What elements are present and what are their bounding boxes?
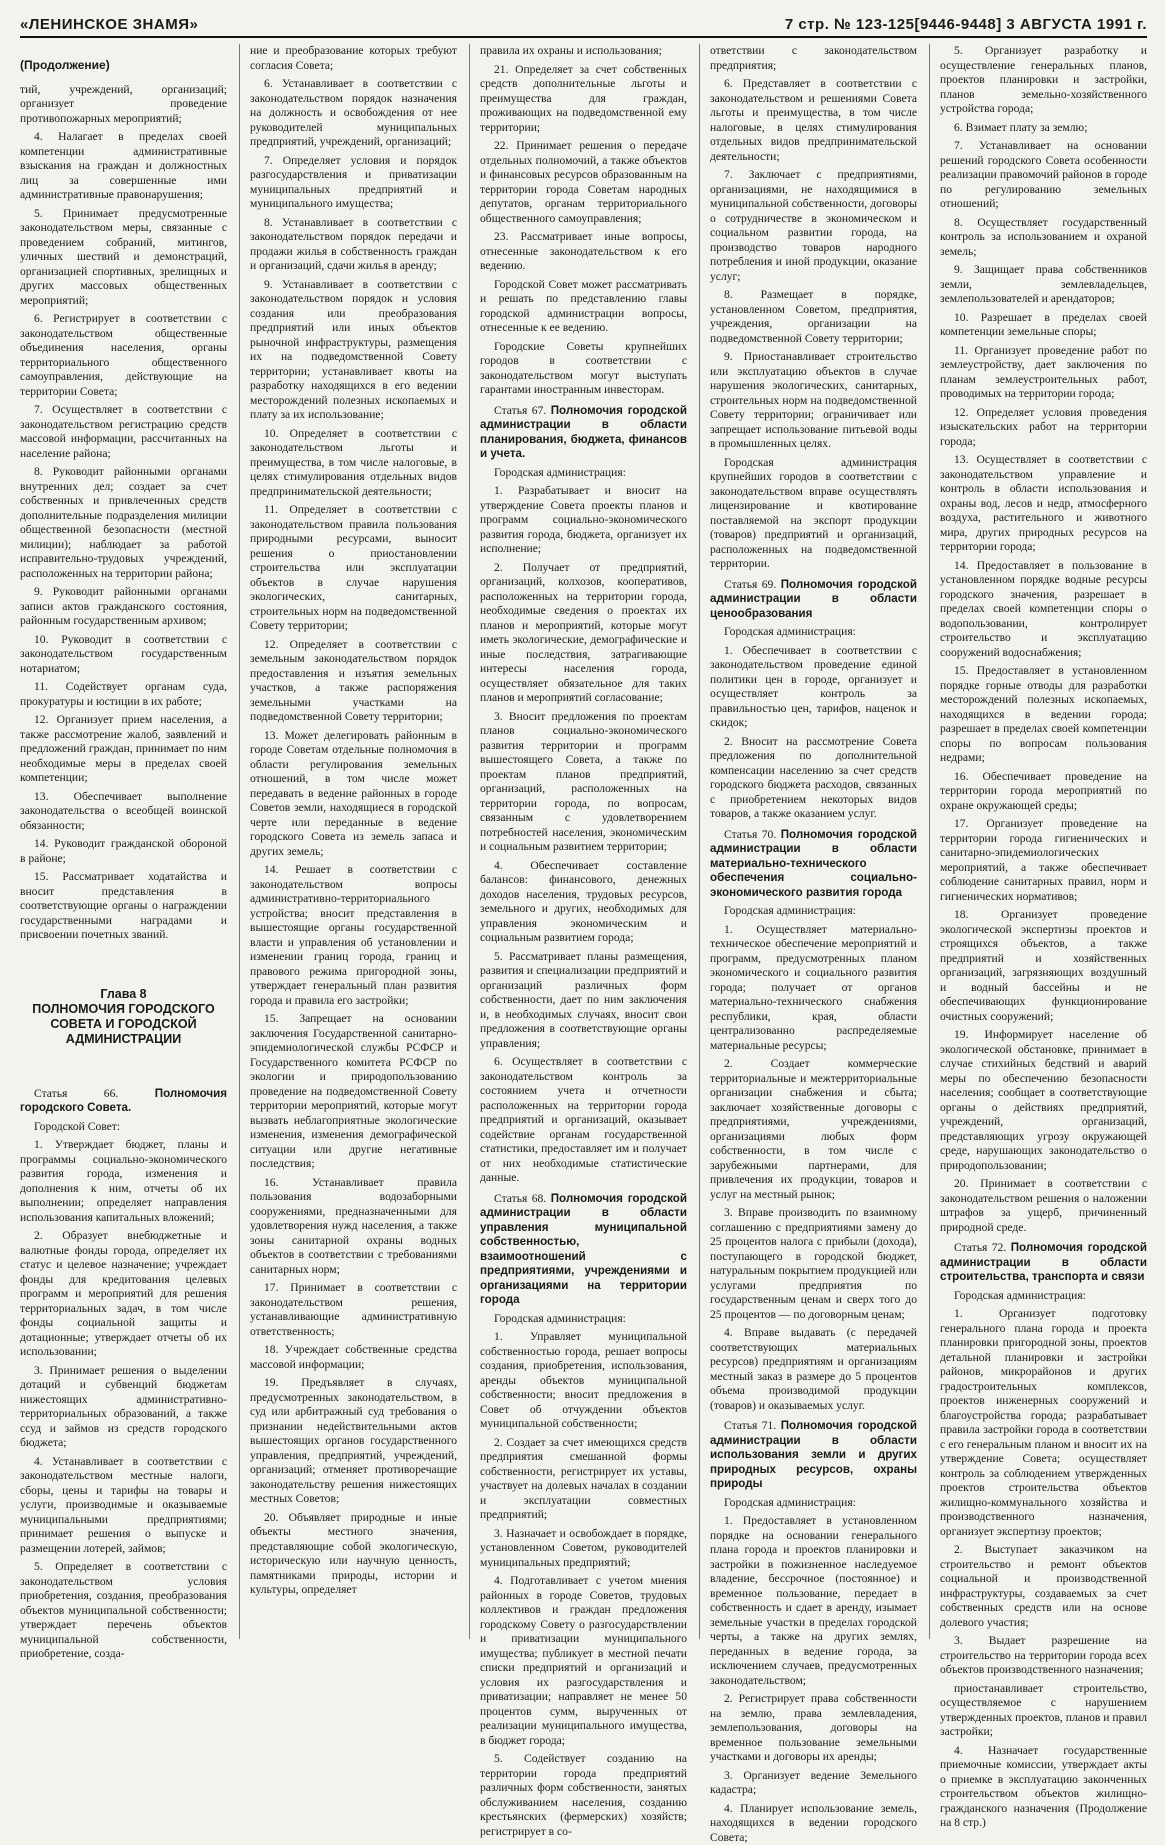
article-67-heading <box>480 404 687 462</box>
chapter-number: Глава 8 <box>20 987 227 1002</box>
paragraph: 3. Организует ведение Земельного кадастра; <box>710 1769 917 1798</box>
newspaper-name: «ЛЕНИНСКОЕ ЗНАМЯ» <box>20 16 198 33</box>
column-5 <box>929 44 1147 1639</box>
paragraph: 2. Создает коммерческие территориальные и межтерриториальные организации снабжения и сбыта; заключает хозяйственные договоры с предприятиями, учреждениями, организациями любых форм собственности, в том числе с зарубежными партнерами, для привлечения их продукции, товаров и услуг на местный рынок; <box>710 1057 917 1202</box>
article-label: Статья 66. <box>34 1087 118 1100</box>
paragraph: 5. Рассматривает планы размещения, развития и специализации предприятий и организаций различных форм собственности, дает по ним заключения и, в необходимых случаях, вносит свои предложения в соответствующие органы управления; <box>480 950 687 1052</box>
paragraph: 19. Предъявляет в случаях, предусмотренных законодательством, в суд или арбитражный суд требования о признании недействительными актов вышестоящих органов государственного управления, предприятий, учреждений, организаций; отменяет противоречащие законодательству решения нижестоящих местных Советов; <box>250 1376 457 1507</box>
paragraph: 21. Определяет за счет собственных средств дополнительные льготы и преимущества для граждан, проживающих на подведомственной ему территории; <box>480 63 687 136</box>
paragraph: 7. Заключает с предприятиями, организациями, не находящимися в муниципальной собственности, договоры о сотрудничестве в экономическом и социальном развитии города, на производство товаров народного потребления и иной продукции, оказание услуг; <box>710 168 917 284</box>
paragraph: 23. Рассматривает иные вопросы, отнесенные законодательством к его ведению. <box>480 230 687 274</box>
paragraph: 5. Содействует созданию на территории города предприятий различных форм собственности, занятых обслуживанием населения, созданию крестьянских (фермерских) хозяйств; регистрирует в со- <box>480 1752 687 1839</box>
paragraph: 6. Регистрирует в соответствии с законодательством общественные объединения населения, органы территориального общественного самоуправления, действующие на территории Совета; <box>20 312 227 399</box>
paragraph: 3. Вносит предложения по проектам планов социально-экономического развития территории и программ вышестоящего Совета, а также по проектам планов предприятий, организаций, расположенных на территории города, по вопросам, связанным с удовлетворением потребностей населения, экономическим и социальным развитием территории; <box>480 710 687 855</box>
article-title: Полномочия городской администрации в области материально-технического обеспечения социально-экономического развития города <box>710 828 917 899</box>
chapter-title: ПОЛНОМОЧИЯ ГОРОДСКОГО СОВЕТА И ГОРОДСКОЙ АДМИНИСТРАЦИИ <box>20 1002 227 1047</box>
paragraph: 1. Разрабатывает и вносит на утверждение Совета проекты планов и программ социально-экономического развития города, бюджета, организует их исполнение; <box>480 484 687 557</box>
article-title: Полномочия городской администрации в области управления муниципальной собственностью, взаимоотношений с предприятиями, учреждениями и организациями на территории города <box>480 1192 687 1307</box>
paragraph: 16. Устанавливает правила пользования водозаборными сооружениями, предназначенными для удовлетворения нужд населения, а также зоны санитарной охраны водных объектов в соответствии с требованиями санитарных норм; <box>250 1176 457 1278</box>
paragraph: 4. Подготавливает с учетом мнения районных в городе Советов, трудовых коллективов и граждан предложения городскому Совету о разгосударствлении и приватизации муниципального имущества; публикует в местной печати списки предприятий и организаций и условия их разгосударствления и приватизации; направляет не менее 50 процентов сумм, вырученных от реализации муниципального имущества, в бюджет города; <box>480 1574 687 1748</box>
article-label: Статья 68. <box>494 1192 546 1205</box>
paragraph: 13. Осуществляет в соответствии с законодательством управление и контроль в области использования и охраны вод, лесов и недр, атмосферного воздуха, растительного и животного мира, других природных ресурсов на территории города; <box>940 453 1147 555</box>
paragraph: 13. Может делегировать районным в городе Советам отдельные полномочия в области регулирования земельных отношений, в том числе может передавать в ведение районных в городе Советов земли, находящиеся в городской черте или переданные в ведение городского Совета из земель запаса и других земель; <box>250 729 457 860</box>
paragraph: 4. Вправе выдавать (с передачей соответствующих материальных ресурсов) предприятиям и организациям местный заказ в размере до 5 процентов объема производимой продукции (товаров) и оказываемых услуг. <box>710 1326 917 1413</box>
paragraph: 2. Регистрирует права собственности на землю, права землевладения, землепользования, договоры на временное пользование земельными участками и договоры их аренды; <box>710 1692 917 1765</box>
paragraph: 20. Объявляет природные и иные объекты местного значения, представляющие собой экологическую, историческую или научную ценность, памятниками природы, истории и культуры, определяет <box>250 1511 457 1598</box>
paragraph: 6. Устанавливает в соответствии с законодательством порядок назначения на должность и освобождения от нее руководителей муниципальных предприятий, учреждений, организаций; <box>250 77 457 150</box>
article-title: Полномочия городской администрации в области строительства, транспорта и связи <box>940 1241 1147 1283</box>
paragraph: 10. Определяет в соответствии с законодательством льготы и преимущества, в том числе налоговые, в целях стимулирования отдельных видов предпринимательской деятельности; <box>250 427 457 500</box>
article-68-heading <box>480 1192 687 1308</box>
article-subject: Городская администрация: <box>940 1289 1147 1304</box>
paragraph: 15. Предоставляет в установленном порядке горные отводы для разработки месторождений полезных ископаемых, находящихся в ведении города; разрешает в пределах своей компетенции споры по вопросам пользования недрами; <box>940 664 1147 766</box>
paragraph: 2. Образует внебюджетные и валютные фонды города, определяет их статус и целевое назначение; учреждает фонды для кредитования целевых программ и мероприятий для решения территориальных задач, в том числе фонды социальной защиты и дотационные; утверждает отчеты об их использовании; <box>20 1229 227 1360</box>
paragraph: 8. Осуществляет государственный контроль за использованием и охраной земель; <box>940 216 1147 260</box>
paragraph: 1. Обеспечивает в соответствии с законодательством проведение единой политики цен в городе, организует и осуществляет контроль за правильностью цен, тарифов, наценок и скидок; <box>710 644 917 731</box>
paragraph: 4. Обеспечивает составление балансов: финансового, денежных доходов населения, трудовых ресурсов, земельного и других, необходимых для управления экономическим и социальным развитием города; <box>480 859 687 946</box>
column-2 <box>239 44 457 1639</box>
article-subject: Городская администрация: <box>480 466 687 481</box>
paragraph: 2. Получает от предприятий, организаций, колхозов, кооперативов, расположенных на территории города, необходимые сведения о проектах их планов и мероприятий, которые могут иметь экологические, демографические и иные последствия, затрагивающие интересы населения города, осуществляет обязательное для таких планов и мероприятий согласование; <box>480 561 687 706</box>
paragraph: 3. Выдает разрешение на строительство на территории города всех объектов производственного назначения; <box>940 1634 1147 1678</box>
paragraph: 9. Устанавливает в соответствии с законодательством порядок и условия создания или преобразования предприятий или иных объектов рыночной инфраструктуры, размещения их на подведомственной Совету территории; устанавливает квоты на разработку находящихся в его ведении месторождений полезных ископаемых и плату за их использование; <box>250 278 457 423</box>
article-label: Статья 70. <box>724 828 776 841</box>
article-71-heading <box>710 1419 917 1492</box>
paragraph: 2. Вносит на рассмотрение Совета предложения по дополнительной компенсации населению за счет средств городского бюджета расходов, связанных с приобретением некоторых видов товаров, а также оказанием услуг. <box>710 735 917 822</box>
paragraph: 15. Рассматривает ходатайства и вносит представления в соответствующие органы о награждении государственными наградами и присвоении почетных званий. <box>20 870 227 943</box>
paragraph: 1. Организует подготовку генерального плана города и проекта планировки пригородной зоны, проектов детальной планировки и застройки районов, микрорайонов и других градостроительных комплексов, проектов инженерных сооружений и благоустройства города; разрабатывает правила застройки города в соответствии с его генеральным планом и вносит их на утверждение Совета; осуществляет контроль за соблюдением утвержденных проектов строительства объектов жилищно-коммунального хозяйства и производственного назначения, организует экспертизу проектов; <box>940 1307 1147 1539</box>
paragraph: 1. Утверждает бюджет, планы и программы социально-экономического развития города, изменения и дополнения к ним, отчеты об их выполнении; определяет направления использования капитальных вложений; <box>20 1138 227 1225</box>
paragraph: 3. Принимает решения о выделении дотаций и субвенций бюджетам нижестоящих административно-территориальных образований, а также ссуд и займов из средств городского бюджета; <box>20 1364 227 1451</box>
article-label: Статья 71. <box>724 1419 776 1432</box>
paragraph: 9. Приостанавливает строительство или эксплуатацию объектов в случае нарушения экологических, санитарных, строительных норм на подведомственной Совету территории; ограничивает или запрещает использование питьевой воды в промышленных целях. <box>710 350 917 452</box>
paragraph: 11. Определяет в соответствии с законодательством правила пользования природными ресурсами, выносит решения о приостановлении строительства или эксплуатации объектов в случае нарушения экологических, санитарных, строительных норм на подведомственной Совету территории; <box>250 503 457 634</box>
paragraph: 19. Информирует население об экологической обстановке, принимает в случае стихийных бедствий и аварий меры по обеспечению безопасности населения; сообщает в соответствующие органы о действиях предприятий, учреждений, организаций, представляющих угрозу окружающей среде, нарушающих законодательство о природопользовании; <box>940 1028 1147 1173</box>
paragraph: правила их охраны и использования; <box>480 44 687 59</box>
continuation-label: (Продолжение) <box>20 58 227 73</box>
paragraph: 15. Запрещает на основании заключения Государственной санитарно-эпидемиологической службы РСФСР и Государственного комитета РСФСР по экологии и природопользованию проведение на подведомственной Совету территории мероприятий, которые могут вызвать неблагоприятные экологические изменения, изменения демографической ситуации или другие негативные последствия; <box>250 1012 457 1172</box>
paragraph: 8. Устанавливает в соответствии с законодательством порядок передачи и продажи жилья в собственность граждан и организаций, сдачи жилья в аренду; <box>250 216 457 274</box>
paragraph: ответствии с законодательством предприятия; <box>710 44 917 73</box>
column-4 <box>699 44 917 1639</box>
paragraph: 3. Назначает и освобождает в порядке, установленном Советом, руководителей муниципальных предприятий; <box>480 1527 687 1571</box>
paragraph: 2. Создает за счет имеющихся средств предприятия смешанной формы собственности, регистрирует их уставы, участвует на долевых началах в создании и эксплуатации совместных предприятий; <box>480 1436 687 1523</box>
masthead <box>20 16 1147 38</box>
paragraph: 10. Разрешает в пределах своей компетенции земельные споры; <box>940 311 1147 340</box>
article-label: Статья 67. <box>494 404 546 417</box>
column-3 <box>469 44 687 1639</box>
issue-info: 7 стр. № 123-125[9446-9448] 3 АВГУСТА 1991 г. <box>785 16 1147 33</box>
column-1 <box>20 44 227 1639</box>
article-subject: Городской Совет: <box>20 1120 227 1135</box>
paragraph: 6. Представляет в соответствии с законодательством и решениями Совета льготы и преимущества, в том числе налоговые, в целях стимулирования отдельных видов предпринимательской деятельности; <box>710 77 917 164</box>
paragraph: 4. Назначает государственные приемочные комиссии, утверждает акты о приемке в эксплуатацию законченных строительством объектов жилищно-гражданского назначения (Продолжение на 8 стр.) <box>940 1744 1147 1831</box>
paragraph: 5. Принимает предусмотренные законодательством меры, связанные с проведением собраний, митингов, уличных шествий и демонстраций, организацией спортивных, зрелищных и других массовых общественных мероприятий; <box>20 207 227 309</box>
article-label: Статья 69. <box>724 578 776 591</box>
paragraph: Городская администрация крупнейших городов в соответствии с законодательством вправе осуществлять лицензирование и квотирование поставляемой на экспорт продукции (товаров) предприятий и организаций, расположенных на подведомственной территории. <box>710 456 917 572</box>
paragraph: 17. Принимает в соответствии с законодательством решения, устанавливающие административную ответственность; <box>250 1281 457 1339</box>
chapter-heading <box>20 987 227 1047</box>
article-70-heading <box>710 828 917 901</box>
paragraph: 9. Защищает права собственников земли, землевладельцев, землепользователей и арендаторов; <box>940 263 1147 307</box>
paragraph: 7. Определяет условия и порядок разгосударствления и приватизации муниципальных предприятий и муниципального имущества; <box>250 154 457 212</box>
paragraph: 6. Осуществляет в соответствии с законодательством контроль за состоянием учета и отчетности расположенных на территории города предприятий и организаций, оказывает содействие органам государственной статистики, предоставляет им и получает от них необходимые статистические данные. <box>480 1055 687 1186</box>
paragraph: 3. Вправе производить по взаимному соглашению с предприятиями замену до 25 процентов налога с прибыли (дохода), поступающего в городской бюджет, натуральным покрытием продукцией или услугами предприятия по государственным ценам и сверх того до 25 процентов — по договорным ценам; <box>710 1206 917 1322</box>
paragraph: 18. Учреждает собственные средства массовой информации; <box>250 1343 457 1372</box>
paragraph: 13. Обеспечивает выполнение законодательства о всеобщей воинской обязанности; <box>20 790 227 834</box>
article-title: Полномочия городской администрации в области использования земли и других природных ресурсов, охраны природы <box>710 1419 917 1490</box>
paragraph: 12. Организует прием населения, а также рассмотрение жалоб, заявлений и предложений граждан, принимает по ним необходимые меры в пределах своей компетенции; <box>20 713 227 786</box>
article-label: Статья 72. <box>954 1241 1006 1254</box>
paragraph: 7. Устанавливает на основании решений городского Совета особенности реализации правомочий районов в городе по регулированию земельных отношений; <box>940 139 1147 212</box>
paragraph: 22. Принимает решения о передаче отдельных полномочий, а также объектов и финансовых ресурсов образованным на территории города Советам народных депутатов, органам территориального общественного самоуправления; <box>480 139 687 226</box>
paragraph: тий, учреждений, организаций; организует проведение противопожарных мероприятий; <box>20 83 227 127</box>
paragraph: 7. Осуществляет в соответствии с законодательством регистрацию средств массовой информации, рассчитанных на население района; <box>20 403 227 461</box>
paragraph: 2. Выступает заказчиком на строительство и ремонт объектов социальной и производственной инфраструктуры, создаваемых за счет собственных средств или на основе долевого участия; <box>940 1543 1147 1630</box>
article-title: Полномочия городской администрации в области планирования, бюджета, финансов и учета. <box>480 404 687 461</box>
paragraph: 18. Организует проведение экологической экспертизы проектов и строящихся объектов, а также предприятий и хозяйственных организаций, загрязняющих воздушный и водный бассейны и не обеспечивающих функционирование очистных сооружений; <box>940 908 1147 1024</box>
paragraph: Городской Совет может рассматривать и решать по представлению главы городской администрации вопросы, отнесенные к ее ведению. <box>480 278 687 336</box>
paragraph: 11. Организует проведение работ по землеустройству, дает заключения по планам землеустроительных работ, проводимых на территории города; <box>940 344 1147 402</box>
paragraph: 10. Руководит в соответствии с законодательством государственным нотариатом; <box>20 633 227 677</box>
article-subject: Городская администрация: <box>710 904 917 919</box>
article-69-heading <box>710 578 917 622</box>
paragraph: 1. Предоставляет в установленном порядке на основании генерального плана города и проектов планировки и застройки в пожизненное наследуемое владение, бессрочное (постоянное) и временное пользование, передает в собственность и сдает в аренду, изымает земельные участки в пределах городской черты, а также на других землях, переданных в ведение города, за исключением случаев, предусмотренных законодательством; <box>710 1514 917 1688</box>
paragraph: 4. Налагает в пределах своей компетенции административные взыскания на граждан и должностных лиц за совершенные ими административные правонарушения; <box>20 130 227 203</box>
article-subject: Городская администрация: <box>480 1312 687 1327</box>
paragraph: 16. Обеспечивает проведение на территории города мероприятий по охране окружающей среды; <box>940 770 1147 814</box>
paragraph: 11. Содействует органам суда, прокуратуры и юстиции в их работе; <box>20 680 227 709</box>
paragraph: 17. Организует проведение на территории города гигиенических и санитарно-эпидемиологических мероприятий, а также обеспечивает соблюдение санитарных правил, норм и гигиенических нормативов; <box>940 817 1147 904</box>
article-72-heading <box>940 1241 1147 1285</box>
paragraph: 4. Устанавливает в соответствии с законодательством местные налоги, сборы, цены и тарифы на товары и услуги, производимые и оказываемые муниципальными предприятиями; принимает решения о выпуске и размещении лотерей, займов; <box>20 1455 227 1557</box>
paragraph: Городские Советы крупнейших городов в соответствии с законодательством могут выступать гарантами иностранным инвесторам. <box>480 340 687 398</box>
paragraph: 20. Принимает в соответствии с законодательством решения о наложении штрафов за ущерб, причиненный природной среде. <box>940 1177 1147 1235</box>
paragraph: 1. Управляет муниципальной собственностью города, решает вопросы создания, приобретения, использования, аренды объектов муниципальной собственности; вносит предложения в Совет об отчуждении объектов муниципальной собственности; <box>480 1330 687 1432</box>
paragraph: 5. Организует разработку и осуществление генеральных планов, проектов планировки и застройки, планов земельно-хозяйственного устройства города; <box>940 44 1147 117</box>
paragraph: ние и преобразование которых требуют согласия Совета; <box>250 44 457 73</box>
article-title: Полномочия городского Совета. <box>20 1087 227 1115</box>
paragraph: 14. Решает в соответствии с законодательством вопросы административно-территориального устройства; вносит представления в вышестоящие органы государственной власти и управления об установлении и изменении границ города, границ и правового режима пригородной зоны, утверждает генеральный план развития города и правила его застройки; <box>250 863 457 1008</box>
paragraph: 14. Предоставляет в пользование в установленном порядке водные ресурсы городского значения, разрешает в пределах своей компетенции споры о водопользовании, контролирует строительство и эксплуатацию сооружений водоснабжения; <box>940 559 1147 661</box>
article-subject: Городская администрация: <box>710 1496 917 1511</box>
paragraph: приостанавливает строительство, осуществляемое с нарушением утвержденных проектов, планов и правил застройки; <box>940 1682 1147 1740</box>
paragraph: 8. Размещает в порядке, установленном Советом, предприятия, учреждения, организации на подведомственной Совету территории; <box>710 288 917 346</box>
paragraph: 4. Планирует использование земель, находящихся в ведении городского Совета; <box>710 1802 917 1845</box>
article-title: Полномочия городской администрации в области ценообразования <box>710 578 917 620</box>
paragraph: 6. Взимает плату за землю; <box>940 121 1147 136</box>
paragraph: 8. Руководит районными органами внутренних дел; создает за счет собственных и привлеченных средств дополнительные подразделения милиции общественной безопасности (местной милиции); наблюдает за работой исправительно-трудовых учреждений, расположенных на территории района; <box>20 465 227 581</box>
text-columns <box>20 44 1147 1639</box>
paragraph: 1. Осуществляет материально-техническое обеспечение мероприятий и программ, предусмотренных планом экономического и социального развития города; получает от органов материально-технического снабжения республики, края, области централизованно распределяемые материальные ресурсы; <box>710 923 917 1054</box>
paragraph: 9. Руководит районными органами записи актов гражданского состояния, районным государственным архивом; <box>20 585 227 629</box>
paragraph: 14. Руководит гражданской обороной в районе; <box>20 837 227 866</box>
article-subject: Городская администрация: <box>710 625 917 640</box>
paragraph: 5. Определяет в соответствии с законодательством условия приобретения, создания, преобразования объектов муниципальной собственности; утверждает перечень объектов муниципальной собственности, приобретение, созда- <box>20 1560 227 1662</box>
article-66-heading <box>20 1087 227 1116</box>
paragraph: 12. Определяет условия проведения изыскательских работ на территории города; <box>940 406 1147 450</box>
paragraph: 12. Определяет в соответствии с земельным законодательством порядок предоставления и изъятия земельных участков, а также распоряжения земельными участками на подведомственной Совету территории; <box>250 638 457 725</box>
